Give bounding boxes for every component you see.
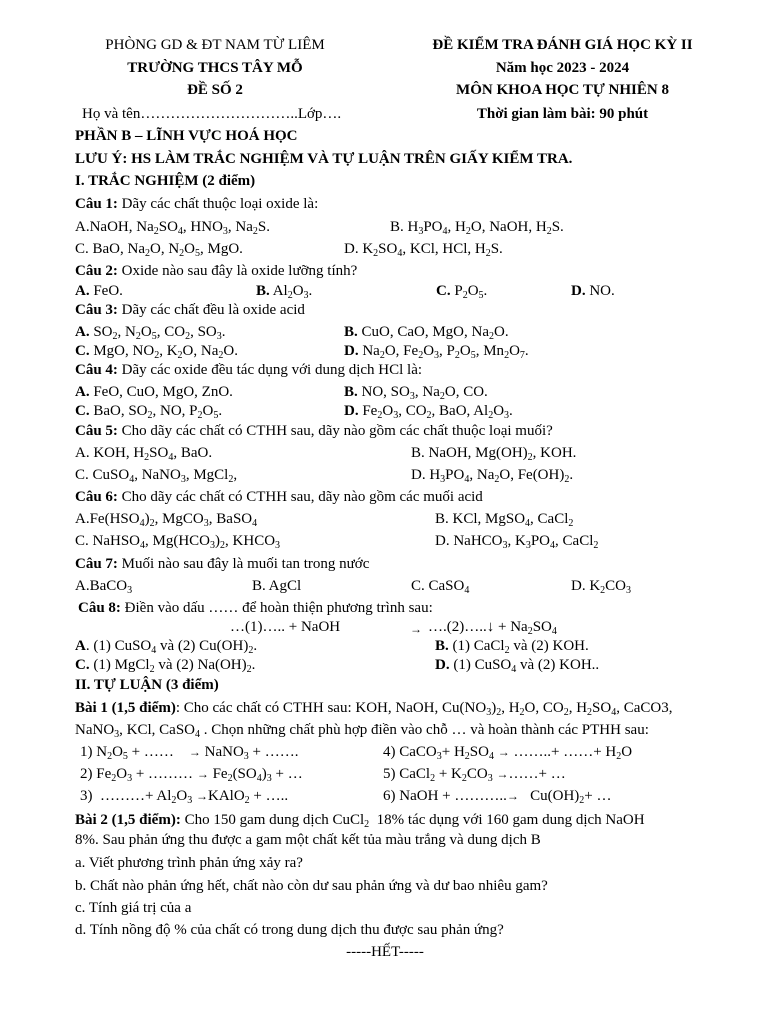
subject: MÔN KHOA HỌC TỰ NHIÊN 8 — [456, 82, 669, 98]
question-3: Câu 3: Dãy các chất đều là oxide acid — [75, 302, 305, 318]
q8-option-d: D. (1) CuSO$_4$ và (2) KOH.. — [435, 657, 600, 675]
bai2-prompt: Bài 2 (1,5 điểm): Cho 150 gam dung dịch CuCl$_2$ 18% tác dụng với 160 gam dung dịch NaOH — [75, 812, 645, 830]
q5-option-d: D. $H_3PO_4$, $Na_2O$, $Fe(OH)_2$. — [411, 467, 574, 485]
question-1: Câu 1: Dãy các chất thuộc loại oxide là: — [75, 196, 319, 212]
exam-note: LƯU Ý: HS LÀM TRẮC NGHIỆM VÀ TỰ LUẬN TRÊN GIẤY KIỂM TRA. — [75, 151, 573, 167]
bai1-eq-3: 3) ………+ $Al_2O_3$ →KAlO$_2$ + ….. — [80, 788, 289, 806]
q6-option-d: D. NaHCO$_3$, $K_3PO_4$, CaCl$_2$ — [435, 533, 599, 551]
q4-option-b: B. NO, $SO_3$, $Na_2O$, CO. — [344, 384, 488, 402]
time-limit: Thời gian làm bài: 90 phút — [476, 106, 649, 122]
q2-option-c: C. $P_2O_5$. — [436, 283, 488, 301]
reaction-arrow-icon: → — [410, 622, 422, 636]
q5-option-c: C. CuSO$_4$, NaNO$_3$, MgCl$_2$, — [75, 467, 238, 485]
name-class-line: Họ và tên…………………………..Lớp…. — [82, 106, 342, 122]
section-multiple-choice-title: I. TRẮC NGHIỆM (2 điểm) — [75, 173, 256, 189]
q7-option-c: C. CaSO$_4$ — [411, 578, 470, 596]
q3-option-a: A. $SO_2$, $N_2O_5$, $CO_2$, $SO_3$. — [75, 324, 226, 342]
bai1-eq-1: 1) $N_2O_5$ + …… → NaNO$_3$ + ……. — [80, 744, 299, 762]
q8-equation-right: ….(2)…..↓ + $Na_2SO_4$ — [428, 619, 557, 637]
school-year: Năm học 2023 - 2024 — [495, 60, 630, 76]
q7-option-d: D. $K_2CO_3$ — [571, 578, 632, 596]
part-title: PHẦN B – LĨNH VỰC HOÁ HỌC — [75, 128, 298, 144]
bai2-prompt-line2: 8%. Sau phản ứng thu được a gam một chất kết tủa màu trắng và dung dịch B — [75, 832, 541, 848]
bai1-eq-6: 6) NaOH + ………..→ $Cu(OH)_2+$ … — [383, 788, 612, 806]
q1-option-c: C. BaO, $Na_2O$, $N_2O_5$, MgO. — [75, 241, 243, 259]
question-4: Câu 4: Dãy các oxide đều tác dụng với dung dịch HCl là: — [75, 362, 423, 378]
question-5: Câu 5: Cho dãy các chất có CTHH sau, dãy nào gồm các chất thuộc loại muối? — [75, 423, 553, 439]
question-6: Câu 6: Cho dãy các chất có CTHH sau, dãy nào gồm các muối acid — [75, 489, 483, 505]
q1-option-b: B. $H_3PO_4$, $H_2O$, NaOH, $H_2S$. — [390, 219, 564, 237]
bai1-prompt-line2: NaNO$_3$, KCl, CaSO$_4$ . Chọn những chất phù hợp điền vào chỗ … và hoàn thành các PTHH sau: — [75, 722, 649, 740]
q8-option-b: B. (1) CaCl$_2$ và (2) KOH. — [435, 638, 589, 656]
q2-option-b: B. $Al_2O_3$. — [256, 283, 313, 301]
q8-option-a: A. (1) CuSO$_4$ và (2) $Cu(OH)_2$. — [75, 638, 258, 656]
q4-option-a: A. FeO, CuO, MgO, ZnO. — [75, 384, 233, 400]
exam-title: ĐỀ KIỂM TRA ĐÁNH GIÁ HỌC KỲ II — [432, 37, 693, 53]
q8-equation-left: …(1)….. + NaOH — [230, 619, 341, 635]
bai1-eq-5: 5) CaCl$_2$ + $K_2CO_3$ →……+ … — [383, 766, 566, 784]
question-8: Câu 8: Điền vào dấu …… để hoàn thiện phương trình sau: — [78, 600, 433, 616]
q4-option-d: D. $Fe_2O_3$, $CO_2$, BaO, $Al_2O_3$. — [344, 403, 513, 421]
q5-option-a: A. KOH, $H_2SO_4$, BaO. — [75, 445, 213, 463]
bai2-part-b: b. Chất nào phản ứng hết, chất nào còn dư sau phản ứng và dư bao nhiêu gam? — [75, 878, 548, 894]
q7-option-a: A.BaCO$_3$ — [75, 578, 133, 596]
q3-option-d: D. $Na_2O$, $Fe_2O_3$, $P_2O_5$, $Mn_2O_7$. — [344, 343, 529, 361]
bai2-part-a: a. Viết phương trình phản ứng xảy ra? — [75, 855, 303, 871]
bai2-part-d: d. Tính nồng độ % của chất có trong dung dịch thu được sau phản ứng? — [75, 922, 504, 938]
q6-option-c: C. NaHSO$_4$, $Mg(HCO_3)_2$, $KHCO_3$ — [75, 533, 281, 551]
q6-option-a: $A.Fe(HSO_4)_2$, MgCO$_3$, BaSO$_4$ — [75, 511, 258, 529]
bai1-eq-2: 2) $Fe_2O_3$ + ……… → $Fe_2(SO_4)_3$ + … — [80, 766, 303, 784]
question-2: Câu 2: Oxide nào sau đây là oxide lưỡng tính? — [75, 263, 358, 279]
q1-option-d: D. $K_2SO_4$, KCl, HCl, $H_2S$. — [344, 241, 503, 259]
q3-option-c: C. MgO, $NO_2$, $K_2O$, $Na_2O$. — [75, 343, 238, 361]
end-marker: -----HẾT----- — [346, 944, 424, 960]
section-essay-title: II. TỰ LUẬN (3 điểm) — [75, 677, 219, 693]
q7-option-b: B. AgCl — [252, 578, 302, 594]
bai1-prompt: Bài 1 (1,5 điểm): Cho các chất có CTHH sau: KOH, NaOH, $Cu(NO_3)_2$, $H_2O$, $CO_2$, $H_2SO_4$, CaCO3, — [75, 700, 673, 718]
school-name: TRƯỜNG THCS TÂY MỖ — [127, 60, 303, 76]
q1-option-a: A.NaOH, $Na_2SO_4$, $HNO_3$, $Na_2S$. — [75, 219, 271, 237]
q4-option-c: C. BaO, $SO_2$, NO, $P_2O_5$. — [75, 403, 223, 421]
q8-option-c: C. (1) MgCl$_2$ và (2) $Na(OH)_2$. — [75, 657, 256, 675]
q6-option-b: B. KCl, MgSO$_4$, CaCl$_2$ — [435, 511, 574, 529]
department-name: PHÒNG GD & ĐT NAM TỪ LIÊM — [105, 37, 325, 53]
q5-option-b: B. NaOH, $Mg(OH)_2$, KOH. — [411, 445, 577, 463]
question-7: Câu 7: Muối nào sau đây là muối tan trong nước — [75, 556, 370, 572]
q2-option-d: D. NO. — [571, 283, 615, 299]
q3-option-b: B. CuO, CaO, MgO, $Na_2O$. — [344, 324, 509, 342]
exam-code: ĐỀ SỐ 2 — [187, 82, 243, 98]
bai1-eq-4: 4) CaCO$_3$+ $H_2SO_4$ → ……..+ ……+ $H_2O$ — [383, 744, 633, 762]
q2-option-a: A. FeO. — [75, 283, 123, 299]
bai2-part-c: c. Tính giá trị của a — [75, 900, 192, 916]
